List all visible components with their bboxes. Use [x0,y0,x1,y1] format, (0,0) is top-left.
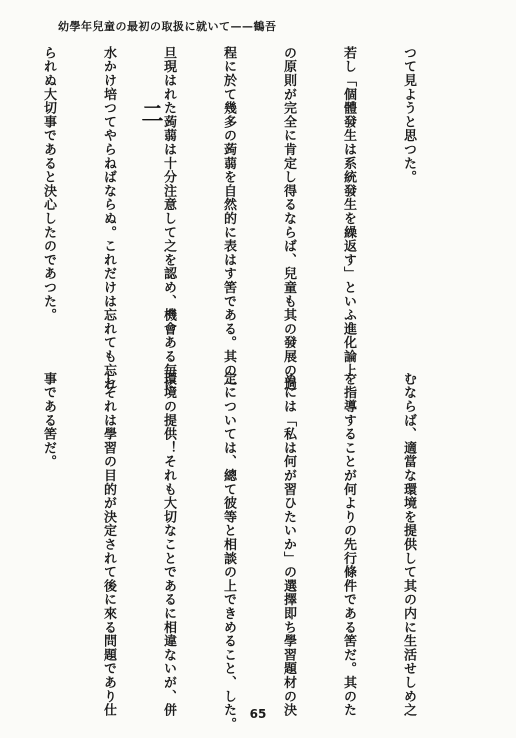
running-head: 幼學年兒童の最初の取扱に就いて——鶴吾 [58,20,277,33]
text-line: 旦現はれた蒟蒻は十分注意して之を認め、機會ある毎に [161,46,176,391]
text-line: しそれは學習の目的が決定されて後に來る問題であり仕 [101,372,116,717]
page-number: 65 [249,707,267,721]
text-line: めには「私は何が習ひたいか」の選擇即ち學習題材の決 [281,372,296,717]
text-line: 事である筈だ。 [41,372,56,469]
text-line: 水かけ培つてやらねばならぬ。これだけは忘れても忘れ [101,46,116,391]
text-line: つて見ようと思つた。 [401,46,416,184]
text-line: の原則が完全に肯定し得るならば、兒童も其の發展の過 [281,46,296,391]
text-column-upper [41,46,458,391]
text-line: 環境の提供！それも大切なことであるに相違ないが、併 [161,372,176,717]
text-line: 若し「個體發生は系統發生を繰返す」といふ進化論上 [341,46,356,378]
text-line: を指導することが何よりの先行條件である筈だ。其のた [341,372,356,717]
text-line: むならば、適當な環境を提供して其の内に生活せしめ之 [401,372,416,717]
text-line: られぬ大切事であると決心したのであつた。 [41,46,56,322]
text-line: 定については、總て彼等と相談の上できめること、した。 [221,372,236,731]
section-number: 二 [138,102,164,124]
text-line: 程に於て幾多の蒟蒻を自然的に表はす筈である。其の一 [221,46,236,391]
